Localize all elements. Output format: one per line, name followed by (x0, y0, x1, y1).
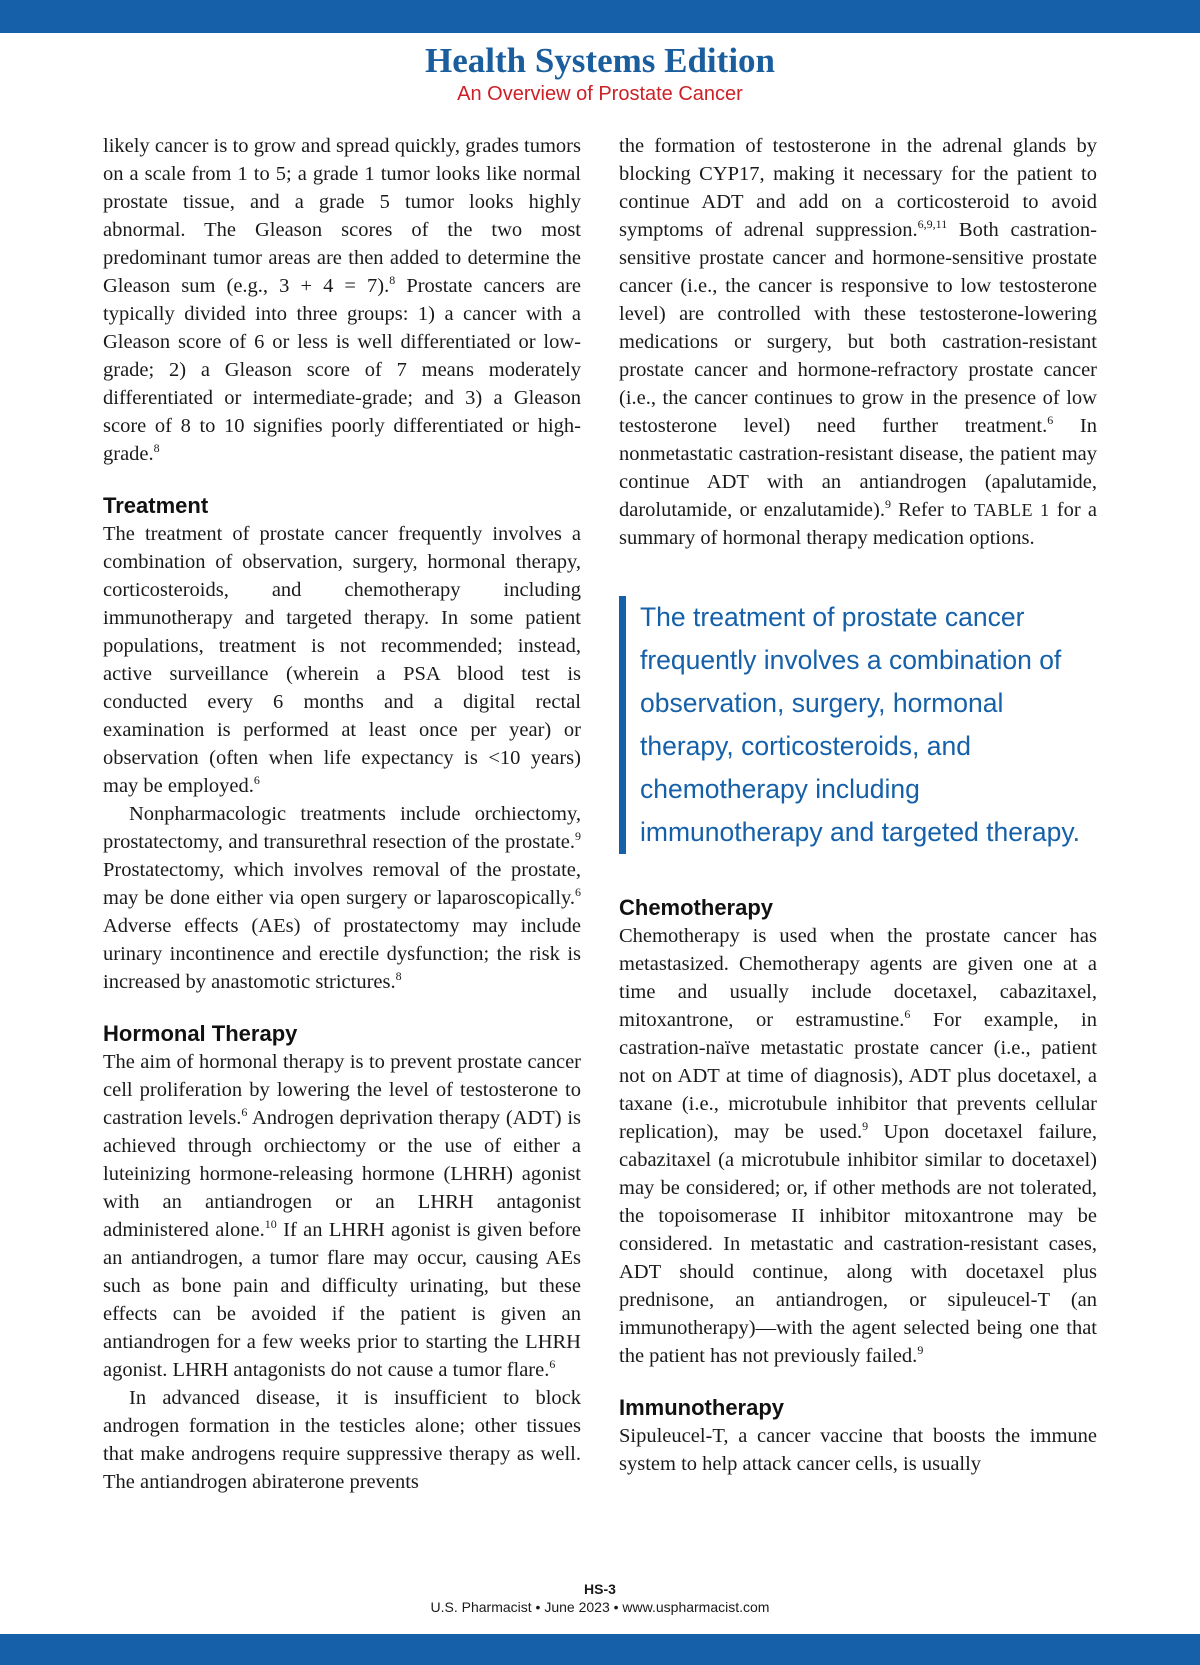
citation: 8 (395, 969, 402, 984)
nonpharmacologic-paragraph: Nonpharmacologic treatments include orchiectomy, prostatectomy, and transurethral resection of the prostate.$^9$ Prostatectomy, which involves removal of the prostate, may be done either via open surgery or laparoscopically.$^6$ Adverse effects (AEs) of prostatectomy may include urinary incontinence and erectile dysfunction; the risk is increased by anastomotic strictures.$^8$ (103, 803, 581, 993)
bottom-color-bar (0, 1634, 1200, 1665)
top-color-bar (0, 0, 1200, 33)
section-heading-chemotherapy: Chemotherapy (619, 895, 774, 920)
abiraterone-paragraph: the formation of testosterone in the adrenal glands by blocking CYP17, making it necessary for the patient to continue ADT and add on a corticosteroid to avoid symptoms of adrenal suppression.$^{6,9,11}$ Both castration-sensitive prostate cancer and hormone-sensitive prostate cancer (i.e., the cancer is responsive to low testosterone level) are controlled with these testosterone-lowering medications or surgery, but both castration-resistant prostate cancer and hormone-refractory prostate cancer (i.e., the cancer continues to grow in the presence of low testosterone level) need further treatment.$^6$ In nonmetastatic castration-resistant disease, the patient may continue ADT with an antiandrogen (apalutamide, darolutamide, or enzalutamide).$^9$ Refer to TABLE 1 for a summary of hormonal therapy medication options. (619, 135, 1097, 549)
right-column (619, 132, 1097, 1478)
intro-paragraph: likely cancer is to grow and spread quickly, grades tumors on a scale from 1 to 5; a grade 1 tumor looks like normal prostate tissue, and a grade 5 tumor looks highly abnormal. The Gleason scores of the two most predominant tumor areas are then added to determine the Gleason sum (e.g., 3 + 4 = 7).$^8$ Prostate cancers are typically divided into three groups: 1) a cancer with a Gleason score of 6 or less is well differentiated or low-grade; 2) a Gleason score of 7 means moderately differentiated or intermediate-grade; and 3) a Gleason score of 8 to 10 signifies poorly differentiated or high-grade.$^8$ (103, 135, 581, 465)
citation: 8 (389, 273, 396, 288)
citation: 6 (253, 773, 260, 788)
citation: 9 (884, 497, 891, 512)
left-column (103, 132, 581, 1496)
treatment-paragraph: The treatment of prostate cancer frequently involves a combination of observation, surgery, hormonal therapy, corticosteroids, and chemotherapy including immunotherapy and targeted therapy. In some patient populations, treatment is not recommended; instead, active surveillance (wherein a PSA blood test is conducted every 6 months and a digital rectal examination is performed at least once per year) or observation (often when life expectancy is <10 years) may be employed.$^6$ (103, 523, 581, 797)
citation: 6 (1047, 413, 1054, 428)
citation: 9 (862, 1119, 869, 1134)
advanced-disease-paragraph: In advanced disease, it is insufficient to block androgen formation in the testicles alone; other tissues that make androgens require suppressive therapy as well. The antiandrogen abiraterone prevents (103, 1387, 581, 1493)
edition-title: Health Systems Edition (424, 41, 776, 80)
pull-quote: The treatment of prostate cancer frequently involves a combination of observation, surgery, hormonal therapy, corticosteroids, and chemotherapy including immunotherapy and targeted therapy. (619, 596, 1097, 854)
section-heading-treatment: Treatment (103, 493, 209, 518)
publication-info: U.S. Pharmacist • June 2023 • www.uspharmacist.com (430, 1599, 770, 1615)
section-heading-immunotherapy: Immunotherapy (619, 1395, 785, 1420)
page-header (0, 40, 1200, 106)
citation: 6 (241, 1105, 248, 1120)
citation: 6,9,11 (917, 217, 948, 232)
chemotherapy-paragraph: Chemotherapy is used when the prostate cancer has metastasized. Chemotherapy agents are given one at a time and usually include docetaxel, cabazitaxel, mitoxantrone, or estramustine.$^6$ For example, in castration-naïve metastatic prostate cancer (i.e., patient not on ADT at time of diagnosis), ADT plus docetaxel, a taxane (i.e., microtubule inhibitor that prevents cellular replication), may be used.$^9$ Upon docetaxel failure, cabazitaxel (a microtubule inhibitor similar to docetaxel) may be considered; or, if other methods are not tolerated, the topoisomerase II inhibitor mitoxantrone may be considered. In metastatic and castration-resistant cases, ADT should continue, along with docetaxel plus prednisone, an antiandrogen, or sipuleucel-T (an immunotherapy)—with the agent selected being one that the patient has not previously failed.$^9$ (619, 925, 1097, 1367)
citation: 8 (153, 441, 160, 456)
citation: 9 (917, 1343, 924, 1358)
citation: 6 (904, 1007, 911, 1022)
citation: 6 (549, 1357, 556, 1372)
immunotherapy-paragraph: Sipuleucel-T, a cancer vaccine that boosts the immune system to help attack cancer cells, is usually (619, 1425, 1097, 1475)
citation: 10 (264, 1217, 277, 1232)
citation: 6 (575, 885, 581, 900)
table-reference: TABLE 1 (973, 500, 1050, 520)
section-heading-hormonal-therapy: Hormonal Therapy (103, 1021, 298, 1046)
article-subtitle: An Overview of Prostate Cancer (457, 83, 743, 105)
hormonal-paragraph: The aim of hormonal therapy is to prevent prostate cancer cell proliferation by lowering the level of testosterone to castration levels.$^6$ Androgen deprivation therapy (ADT) is achieved through orchiectomy or the use of either a luteinizing hormone-releasing hormone (LHRH) agonist with an antiandrogen or an LHRH antagonist administered alone.$^{10}$ If an LHRH agonist is given before an antiandrogen, a tumor flare may occur, causing AEs such as bone pain and difficulty urinating, but these effects can be avoided if the patient is given an antiandrogen for a few weeks prior to starting the LHRH agonist. LHRH antagonists do not cause a tumor flare.$^6$ (103, 1051, 581, 1381)
citation: 9 (575, 829, 581, 844)
page-footer (0, 1580, 1200, 1616)
page-number: HS-3 (584, 1581, 616, 1597)
